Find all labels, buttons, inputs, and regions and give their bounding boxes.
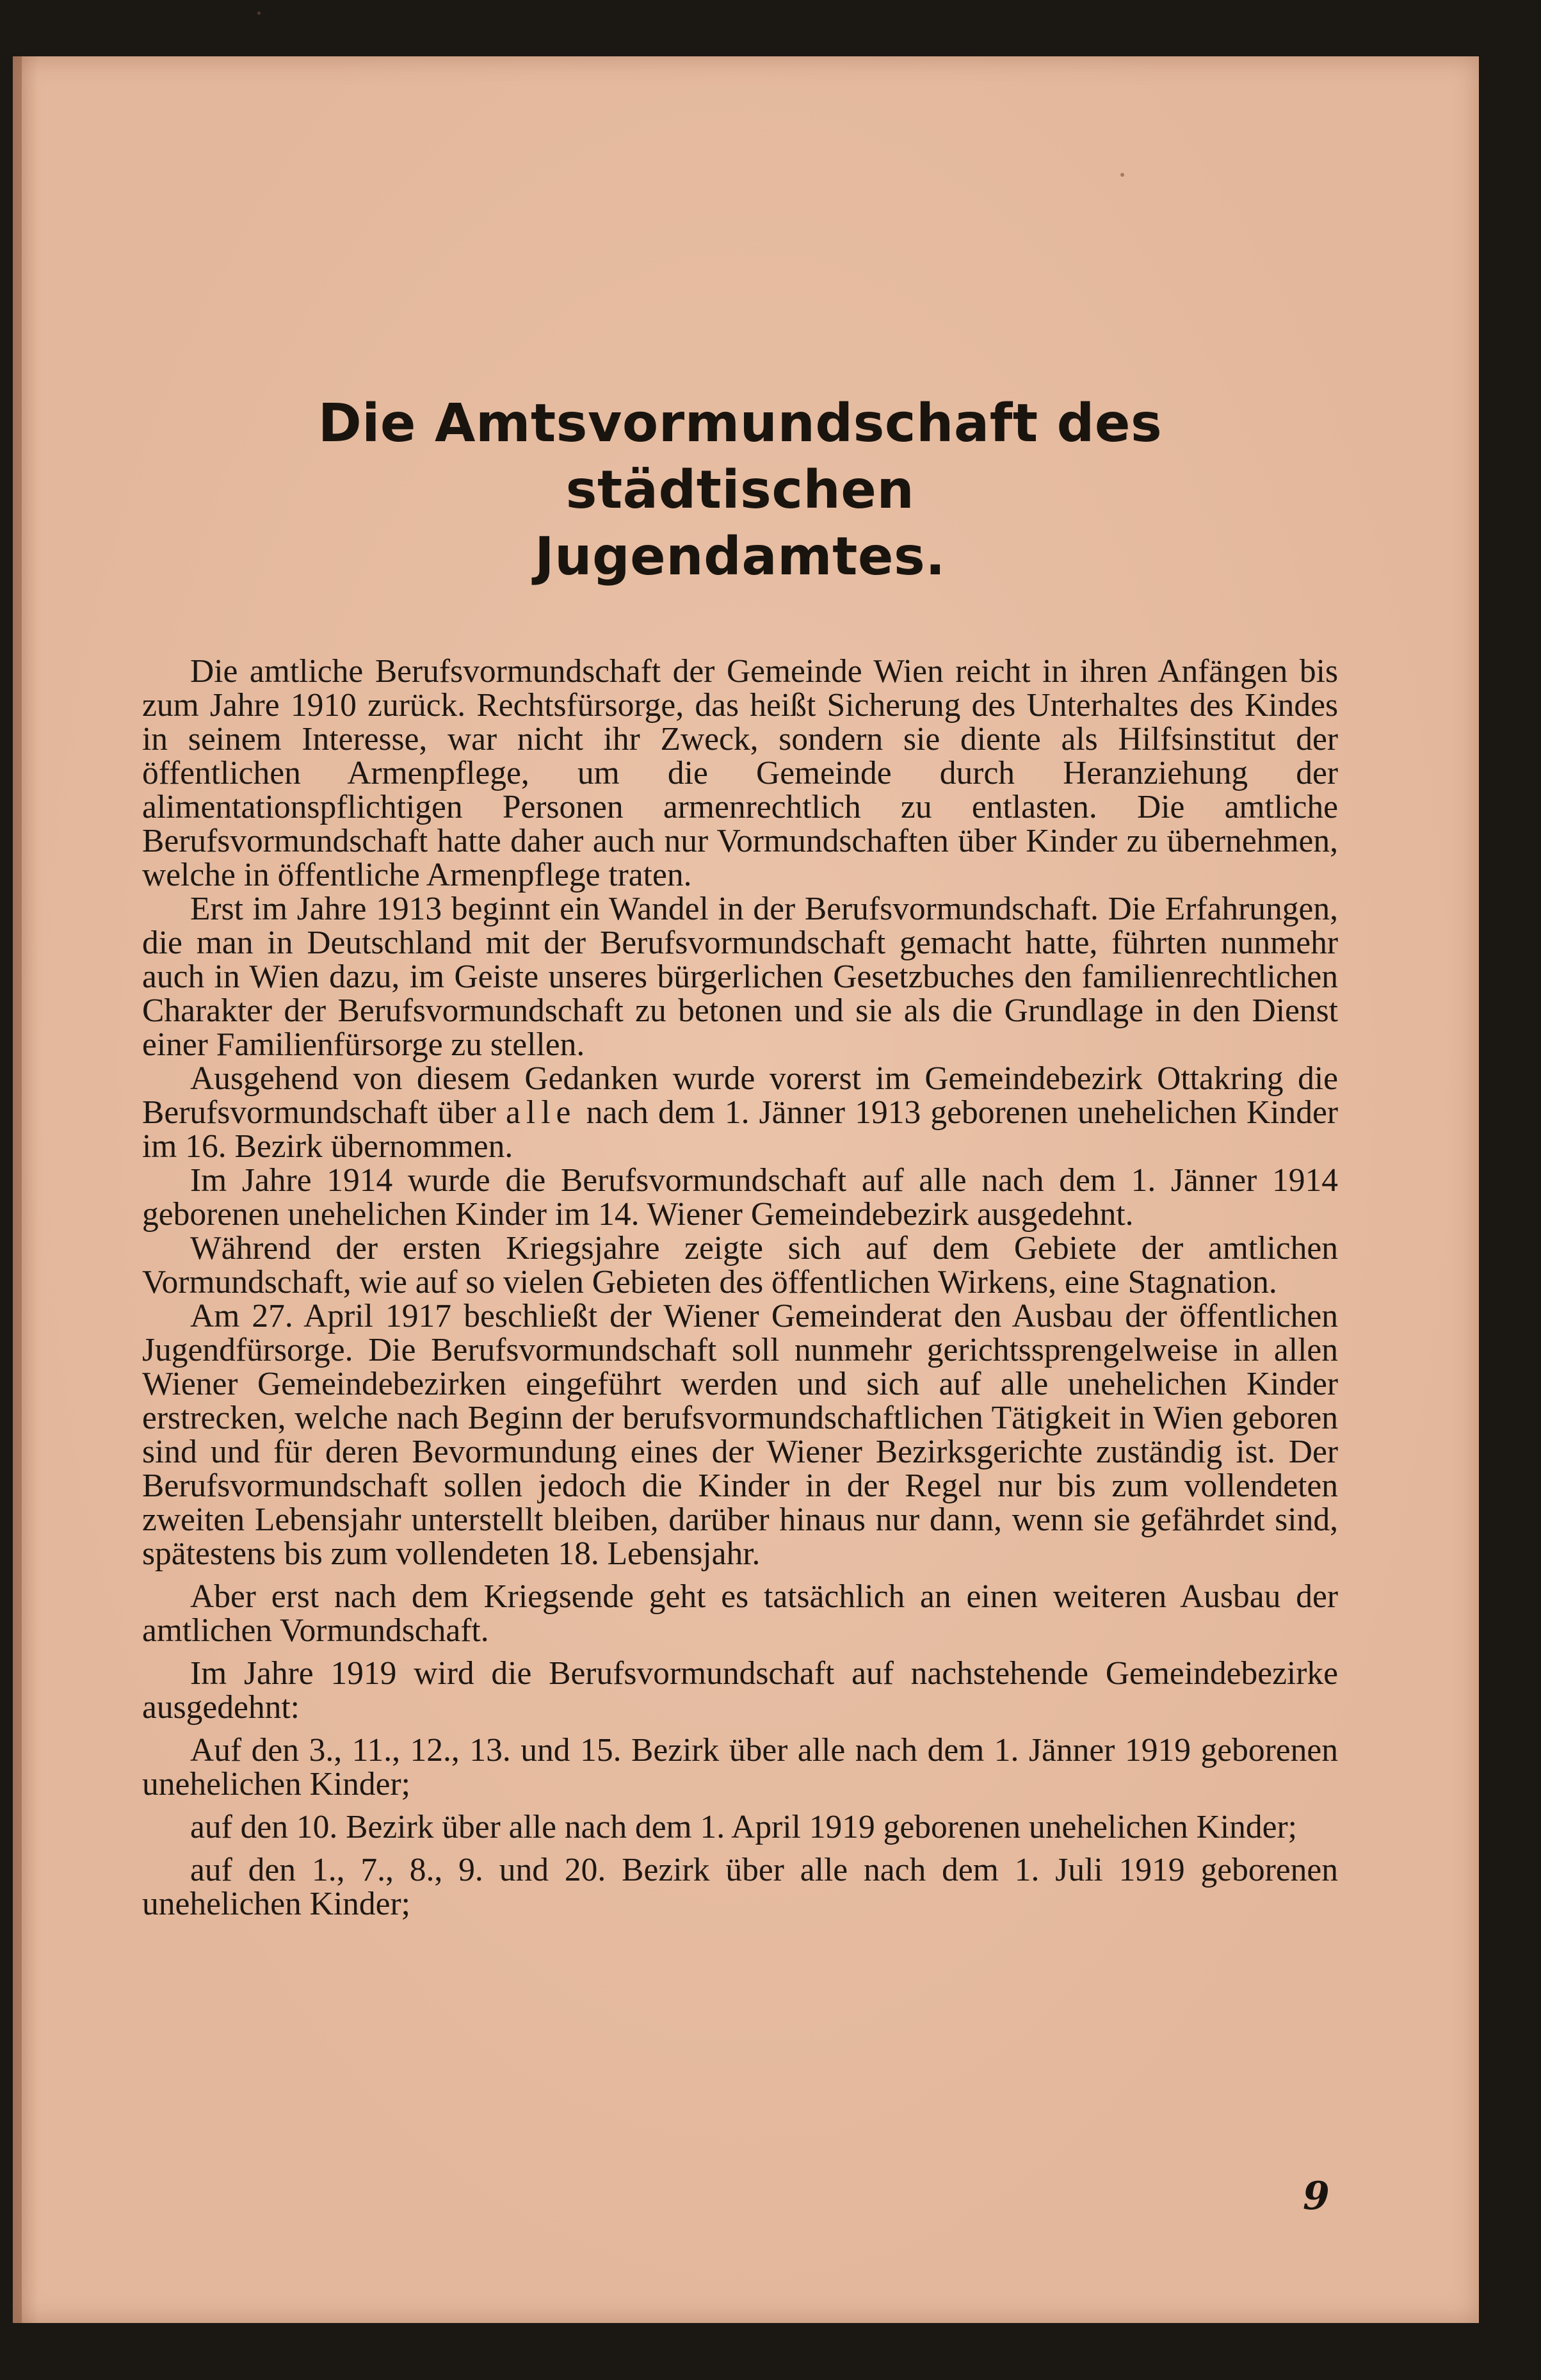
title-line-1: Die Amtsvormundschaft des städtischen xyxy=(318,393,1163,521)
emphasis-text: alle xyxy=(506,1094,577,1131)
paragraph: Die amtliche Berufsvormundschaft der Gemeinde Wien reicht in ihren Anfängen bis zum Jahre 1910 zurück. Rechtsfürsorge, das heißt Sicherung des Unterhaltes des Kindes in seinem Interesse, war nicht ihr Zweck, sondern sie diente als Hilfsinstitut der öffentlichen Armenpflege, um die Gemeinde durch Heranziehung der alimentationspflichtigen Personen armenrechtlich zu entlasten. Die amtliche Berufsvormundschaft hatte daher auch nur Vormundschaften über Kinder zu übernehmen, welche in öffentliche Armenpflege traten. xyxy=(142,653,1338,893)
list-paragraph: auf den 1., 7., 8., 9. und 20. Bezirk über alle nach dem 1. Juli 1919 geborenen unehelichen Kinder; xyxy=(142,1852,1338,1922)
title-line-2: Jugendamtes. xyxy=(535,526,946,587)
paragraph: Erst im Jahre 1913 beginnt ein Wandel in der Berufsvormundschaft. Die Erfahrungen, die man in Deutschland mit der Berufsvormundschaft gemacht hatte, führten nunmehr auch in Wien dazu, im Geiste unseres bürgerlichen Gesetzbuches den familienrechtlichen Charakter der Berufsvormundschaft zu betonen und sie als die Grundlage in den Dienst einer Familienfürsorge zu stellen. xyxy=(142,891,1338,1063)
paragraph-text: Ausgehend von diesem Gedanken wurde vorerst im Gemeindebezirk Ottakring die Berufsvormundschaft über xyxy=(142,1060,1338,1131)
paper-speck xyxy=(1120,173,1124,177)
paragraph: Im Jahre 1919 wird die Berufsvormundschaft auf nachstehende Gemeindebezirke ausgedehnt: xyxy=(142,1655,1338,1726)
page-title xyxy=(142,391,1338,590)
paragraph: Im Jahre 1914 wurde die Berufsvormundschaft auf alle nach dem 1. Jänner 1914 geborenen unehelichen Kinder im 14. Wiener Gemeindebezirk ausgedehnt. xyxy=(142,1162,1338,1233)
paper-speck xyxy=(257,12,261,15)
paragraph: Während der ersten Kriegsjahre zeigte sich auf dem Gebiete der amtlichen Vormundschaft, wie auf so vielen Gebieten des öffentlichen Wirkens, eine Stagnation. xyxy=(142,1230,1338,1300)
page-number: 9 xyxy=(1303,2174,1330,2219)
paragraph-text: nach dem 1. Jänner 1913 geborenen unehelichen Kinder im 16. Bezirk übernommen. xyxy=(142,1094,1338,1165)
page-gutter xyxy=(13,56,22,2323)
paragraph: Am 27. April 1917 beschließt der Wiener Gemeinderat den Ausbau der öffentlichen Jugendfürsorge. Die Berufsvormundschaft soll nunmehr gerichtssprengelweise in allen Wiener Gemeindebezirken eingeführt werden und sich auf alle unehelichen Kinder erstrecken, welche nach Beginn der berufsvormundschaftlichen Tätigkeit in Wien geboren sind und für deren Bevormundung eines der Wiener Bezirksgerichte zuständig ist. Der Berufsvormundschaft sollen jedoch die Kinder in der Regel nur bis zum vollendeten zweiten Lebensjahr unterstellt bleiben, darüber hinaus nur dann, wenn sie gefährdet sind, spätestens bis zum vollendeten 18. Lebensjahr. xyxy=(142,1298,1338,1572)
list-paragraph: auf den 10. Bezirk über alle nach dem 1. April 1919 geborenen unehelichen Kinder; xyxy=(190,1809,1297,1845)
paragraph xyxy=(142,1062,1338,1163)
page-content xyxy=(142,391,1338,1921)
list-paragraph: Auf den 3., 11., 12., 13. und 15. Bezirk über alle nach dem 1. Jänner 1919 geborenen unehelichen Kinder; xyxy=(142,1732,1338,1802)
body-text xyxy=(142,654,1338,1921)
paragraph: Aber erst nach dem Kriegsende geht es tatsächlich an einen weiteren Ausbau der amtlichen Vormundschaft. xyxy=(142,1578,1338,1649)
